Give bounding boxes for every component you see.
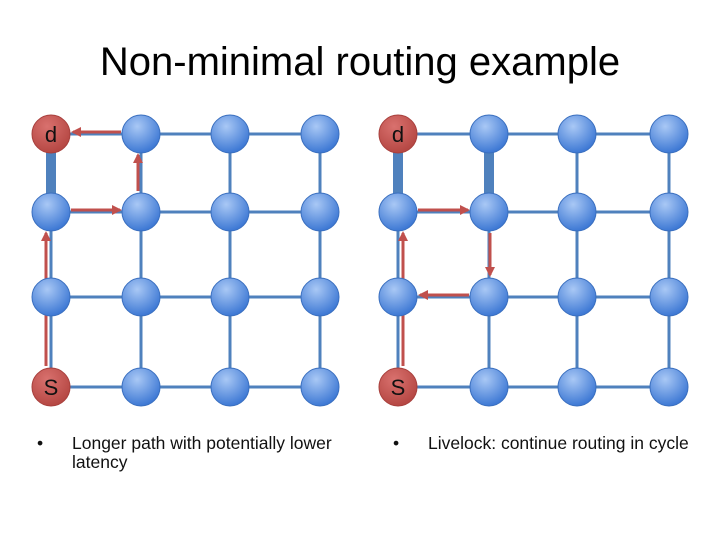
- router-node: [650, 115, 688, 153]
- slide-title: Non-minimal routing example: [99, 40, 621, 84]
- destination-label-left: d: [44, 122, 58, 147]
- node-labels: [44, 122, 406, 400]
- router-node: [558, 368, 596, 406]
- router-node: [379, 193, 417, 231]
- router-node: [122, 115, 160, 153]
- router-node: [122, 278, 160, 316]
- router-node: [470, 193, 508, 231]
- source-label-right: S: [390, 375, 406, 400]
- destination-label-right: d: [391, 122, 405, 147]
- router-node: [650, 278, 688, 316]
- source-label-left: S: [43, 375, 59, 400]
- router-node: [650, 368, 688, 406]
- router-node: [32, 278, 70, 316]
- route-arrows: [46, 132, 490, 366]
- bullet-left: [37, 434, 337, 473]
- router-node: [470, 278, 508, 316]
- bullet-text-right: Livelock: continue routing in cycle: [428, 433, 689, 453]
- router-node: [211, 115, 249, 153]
- router-node: [122, 368, 160, 406]
- router-node: [470, 368, 508, 406]
- grid-links: [51, 134, 669, 387]
- router-node: [301, 115, 339, 153]
- router-node: [558, 193, 596, 231]
- router-node: [211, 193, 249, 231]
- router-node: [558, 278, 596, 316]
- router-node: [470, 115, 508, 153]
- bullet-right: [393, 434, 693, 453]
- router-node: [379, 278, 417, 316]
- router-node: [122, 193, 160, 231]
- router-node: [558, 115, 596, 153]
- router-node: [650, 193, 688, 231]
- bullet-text-left: Longer path with potentially lower latency: [72, 433, 332, 473]
- router-node: [301, 193, 339, 231]
- router-node: [211, 278, 249, 316]
- router-node: [301, 368, 339, 406]
- router-node: [301, 278, 339, 316]
- router-node: [32, 193, 70, 231]
- highlighted-links: [51, 134, 489, 212]
- router-node: [211, 368, 249, 406]
- bullet-dot: •: [37, 433, 44, 453]
- grid-nodes: [32, 115, 688, 406]
- bullet-dot: •: [393, 433, 400, 453]
